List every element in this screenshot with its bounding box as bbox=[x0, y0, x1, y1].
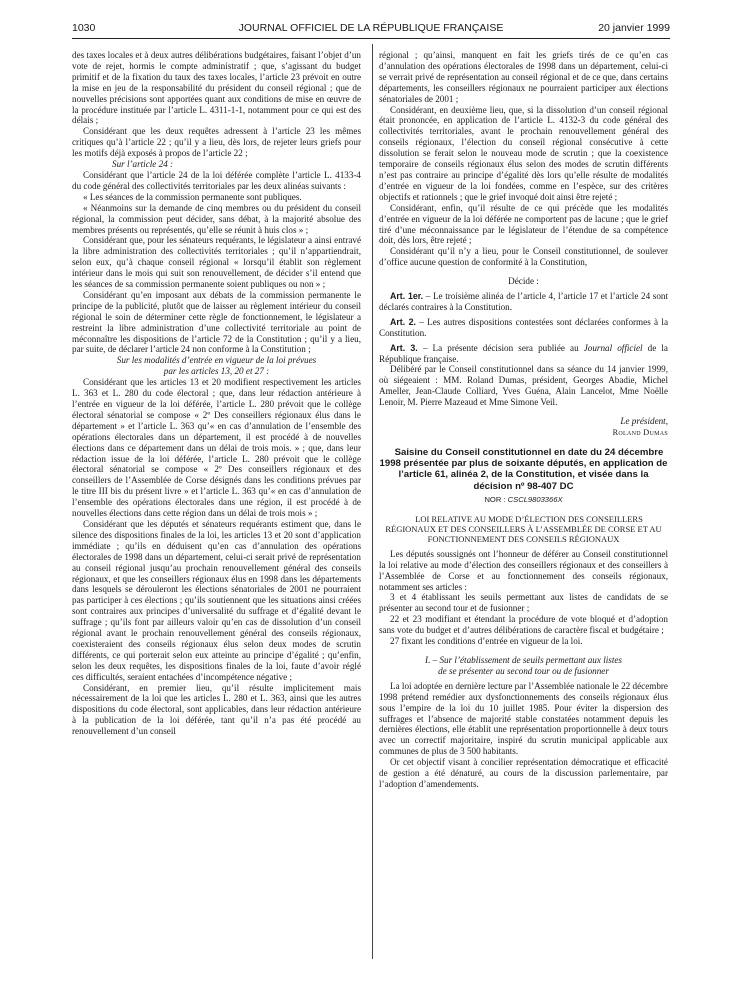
paragraph: des taxes locales et à deux autres délibérations budgétaires, faisant l’objet d’un vote de rejet, hormis le compte administratif ; que, s’agissant du budget primitif et de la fixation du taux des taxes locales, l’article 23 prévoit en outre la mise en jeu de la responsabilité du président du conseil régional ; que de nouvelles précisions sont apportées quant aux conditions de mise en œuvre de la procédure instituée par l’article L. 4311-1-1, notamment pour ce qui est des délais ; bbox=[72, 50, 361, 126]
article-2: Art. 2. – Les autres dispositions contestées sont déclarées conformes à la Constitution. bbox=[379, 316, 668, 338]
decision-heading: Décide : bbox=[508, 276, 539, 287]
paragraph: Considérant qu’il n’y a lieu, pour le Conseil constitutionnel, de soulever d’office aucune question de conformité à la Constitution, bbox=[379, 246, 668, 268]
section-heading: de se présenter au second tour ou de fusionner bbox=[438, 665, 609, 676]
section-heading: I. – Sur l’établissement de seuils permettant aux listes bbox=[425, 655, 622, 665]
quote: « Néanmoins sur la demande de cinq membres ou du président du conseil régional, la commission peut décider, sans débat, à la majorité absolue des membres présents ou représentés, qu’elle se réunit à huis clos » ; bbox=[72, 202, 361, 235]
paragraph: Considérant, enfin, qu’il résulte de ce qui précède que les modalités d’entrée en vigueur de la loi déférée ne comportent pas de lacune ; que le grief tiré d’une méconnaissance par le législateur de l’étendue de sa compétence doit, dès lors, être rejeté ; bbox=[379, 202, 668, 246]
header-rule bbox=[72, 38, 670, 39]
article-1: Art. 1er. – Le troisième alinéa de l’article 4, l’article 17 et l’article 24 sont déclarés contraires à la Constitution. bbox=[379, 291, 668, 312]
section-heading: Sur les modalités d’entrée en vigueur de la loi prévues bbox=[116, 355, 317, 366]
paragraph: Considérant qu’en imposant aux débats de la commission permanente le principe de la publicité, plutôt que de laisser au règlement intérieur du conseil régional le soin de déterminer cette règle de fonctionnement, le législateur a restreint la libre administration d’une collectivité territoriale au point de méconnaître les dispositions de l’article 72 de la Constitution ; qu’il y a lieu, par suite, de déclarer l’article 24 non conforme à la Constitution ; bbox=[72, 289, 361, 355]
paragraph: Considérant, en deuxième lieu, que, si la dissolution d’un conseil régional était prononcée, en application de l’article L. 4132-3 du code général des collectivités territoriales, avant le prochain renouvellement général des conseils régionaux, l’élection du conseil régional consécutive à cette dissolution se ferait selon le nouveau mode de scrutin ; que la coexistence temporaire de conseils régionaux élus selon des modes de scrutin différents n’est pas contraire au principe d’égalité dès lors qu’elle résulte de modalités d’entrée en vigueur de la loi fondées, comme en l’espèce, sur des critères objectifs et rationnels ; que le grief invoqué doit ainsi être rejeté ; bbox=[379, 104, 668, 202]
paragraph: Considérant que les députés et sénateurs requérants estiment que, dans le silence des dispositions finales de la loi, les articles 13 et 20 sont d’application immédiate ; qu’ils en déduisent qu’en cas d’annulation des opérations électorales de 1998 dans un département, celui-ci serait privé de représentation au conseil régional jusqu’au prochain renouvellement général des conseils régionaux, et que les conseillers régionaux élus en 1998 dans les départements dans lesquels se dérouleront les élections sénatoriales de 2001 ne pourraient pas participer à ces élections ; qu’ils soutiennent que les situations ainsi créées sont contraires aux principes d’universalité du suffrage et d’égalité devant le suffrage ; qu’ils font par ailleurs valoir qu’en cas de dissolution d’un conseil régional avant le prochain renouvellement général des conseils régionaux, coexisteraient des conseils régionaux élus selon deux modes de scrutin différents, ce qui porterait selon eux atteinte au principe d’égalité ; qu’enfin, selon les deux requêtes, les dispositions finales de la loi, faute d’avoir réglé ces difficultés, seraient entachées d’incompétence négative ; bbox=[72, 518, 361, 682]
paragraph: régional ; qu’ainsi, manquent en fait les griefs tirés de ce qu’en cas d’annulation des opérations électorales de 1998 dans un département, celui-ci se verrait privé de représentation au conseil régional et de ce que, dans certains départements, les conseillers régionaux ne pourraient participer aux élections sénatoriales de 2001 ; bbox=[379, 50, 668, 104]
quote: « Les séances de la commission permanente sont publiques. bbox=[83, 191, 302, 202]
section-heading: Sur l’article 24 : bbox=[112, 159, 174, 170]
issue-date: 20 janvier 1999 bbox=[598, 22, 670, 34]
left-column bbox=[72, 50, 361, 737]
paragraph: Considérant, en premier lieu, qu’il résulte implicitement mais nécessairement de la loi que les articles L. 280 et L. 363, ainsi que les autres dispositions du code électoral, sont applicables, dans leur rédaction antérieure à la publication de la loi déférée, tant qu’il n’a pas été procédé au renouvellement d’un conseil bbox=[72, 682, 361, 737]
section-heading: par les articles 13, 20 et 27 : bbox=[163, 366, 270, 377]
journal-title: JOURNAL OFFICIEL DE LA RÉPUBLIQUE FRANÇAISE bbox=[238, 22, 504, 34]
paragraph: Or cet objectif visant à concilier représentation démocratique et efficacité de gestion a été dénaturé, au cours de la discussion parlementaire, par l’adoption d’amendements. bbox=[379, 757, 668, 789]
right-column bbox=[379, 50, 668, 790]
paragraph: Considérant que les articles 13 et 20 modifient respectivement les articles L. 363 et L. 280 du code électoral ; que, dans leur rédaction antérieure à l’entrée en vigueur de la loi déférée, l’article L. 280 prévoit que le collège électoral sénatorial se compose « 2º Des conseillers régionaux élus dans le département » et l’article L. 363 qu’« en cas d’annulation de l’ensemble des opérations électorales dans un département, il est procédé à de nouvelles élections dans ce département dans un délai de trois mois. » ; que, dans leur rédaction issue de la loi déférée, l’article L. 280 prévoit que le collège électoral sénatorial se compose « 2º Des conseillers régionaux et des conseillers de l’Assemblée de Corse désignés dans les conditions prévues par le titre III bis du présent livre » et l’article L. 363 qu’« en cas d’annulation de l’ensemble des opérations électorales dans une région, il est procédé à de nouvelles élections dans cette région dans un délai de trois mois » ; bbox=[72, 377, 361, 519]
nor-reference: NOR : CSCL9803366X bbox=[484, 494, 563, 504]
article-label: Art. 1er. bbox=[390, 291, 424, 302]
paragraph: 22 et 23 modifiant et étendant la procédure de vote bloqué et d’adoption sans vote du budget et d’autres délibérations de caractère fiscal et budgétaire ; bbox=[379, 614, 668, 636]
column-separator bbox=[372, 44, 373, 959]
paragraph: 27 fixant les conditions d’entrée en vigueur de la loi. bbox=[390, 636, 583, 647]
paragraph: Considérant que les deux requêtes adressent à l’article 23 les mêmes critiques qu’à l’article 22 ; qu’il y a lieu, dès lors, de rejeter leurs griefs pour les motifs déjà exposés à propos de l’article 22 ; bbox=[72, 126, 361, 159]
article-label: Art. 3. bbox=[390, 342, 418, 353]
paragraph: Les députés soussignés ont l’honneur de déférer au Conseil constitutionnel la loi relative au mode d’élection des conseillers régionaux et des conseillers à l’Assemblée de Corse et au fonctionnement des conseils régionaux, notamment ses articles : bbox=[379, 548, 668, 592]
article-label: Art. 2. bbox=[390, 316, 416, 327]
page-header bbox=[72, 22, 670, 38]
article-3: Art. 3. – La présente décision sera publiée au Journal officiel de la République française. bbox=[379, 342, 668, 364]
signature-role: Le président, bbox=[620, 416, 668, 427]
paragraph: La loi adoptée en dernière lecture par l’Assemblée nationale le 22 décembre 1998 prétend remédier aux dysfonctionnements des conseils régionaux élus sous l’empire de la loi du 10 juillet 1985. Pour éviter la dispersion des suffrages et l’absence de majorité stable constatées notamment depuis les dernières élections, elle établit une représentation proportionnelle à deux tours avec un correctif majoritaire, inspiré du scrutin municipal applicable aux communes de plus de 3 500 habitants. bbox=[379, 680, 668, 757]
paragraph: Considérant que l’article 24 de la loi déférée complète l’article L. 4133-4 du code général des collectivités territoriales par les deux alinéas suivants : bbox=[72, 169, 361, 191]
paragraph: Considérant que, pour les sénateurs requérants, le législateur a ainsi entravé la libre administration des collectivités territoriales ; qu’il n’appartiendrait, selon eux, qu’à chaque conseil régional « lorsqu’il établit son règlement intérieur dans le mois qui suit son renouvellement, de décider s’il entend que les séances de sa commission permanente soient publiques ou non » ; bbox=[72, 235, 361, 290]
paragraph: 3 et 4 établissant les seuils permettant aux listes de candidats de se présenter au second tour et de fusionner ; bbox=[379, 592, 668, 614]
law-title: LOI RELATIVE AU MODE D’ÉLECTION DES CONSEILLERS RÉGIONAUX ET DES CONSEILLERS À L’ASSEMBLÉE DE CORSE ET AU FONCTIONNEMENT DES CONSEILS RÉGIONAUX bbox=[385, 513, 662, 545]
signature-name: Roland Dumas bbox=[612, 428, 668, 437]
page-number: 1030 bbox=[72, 22, 96, 34]
saisine-title: Saisine du Conseil constitutionnel en date du 24 décembre 1998 présentée par plus de soixante députés, en application de l’article 61, alinéa 2, de la Constitution, et visée dans la décision nº 98-407 DC bbox=[379, 446, 668, 492]
paragraph: Délibéré par le Conseil constitutionnel dans sa séance du 14 janvier 1999, où siégeaient : MM. Roland Dumas, président, Georges Abadie, Michel Ameller, Jean-Claude Colliard, Yves Guéna, Alain Lancelot, Mme Noëlle Lenoir, M. Pierre Mazeaud et Mme Simone Veil. bbox=[379, 364, 668, 408]
